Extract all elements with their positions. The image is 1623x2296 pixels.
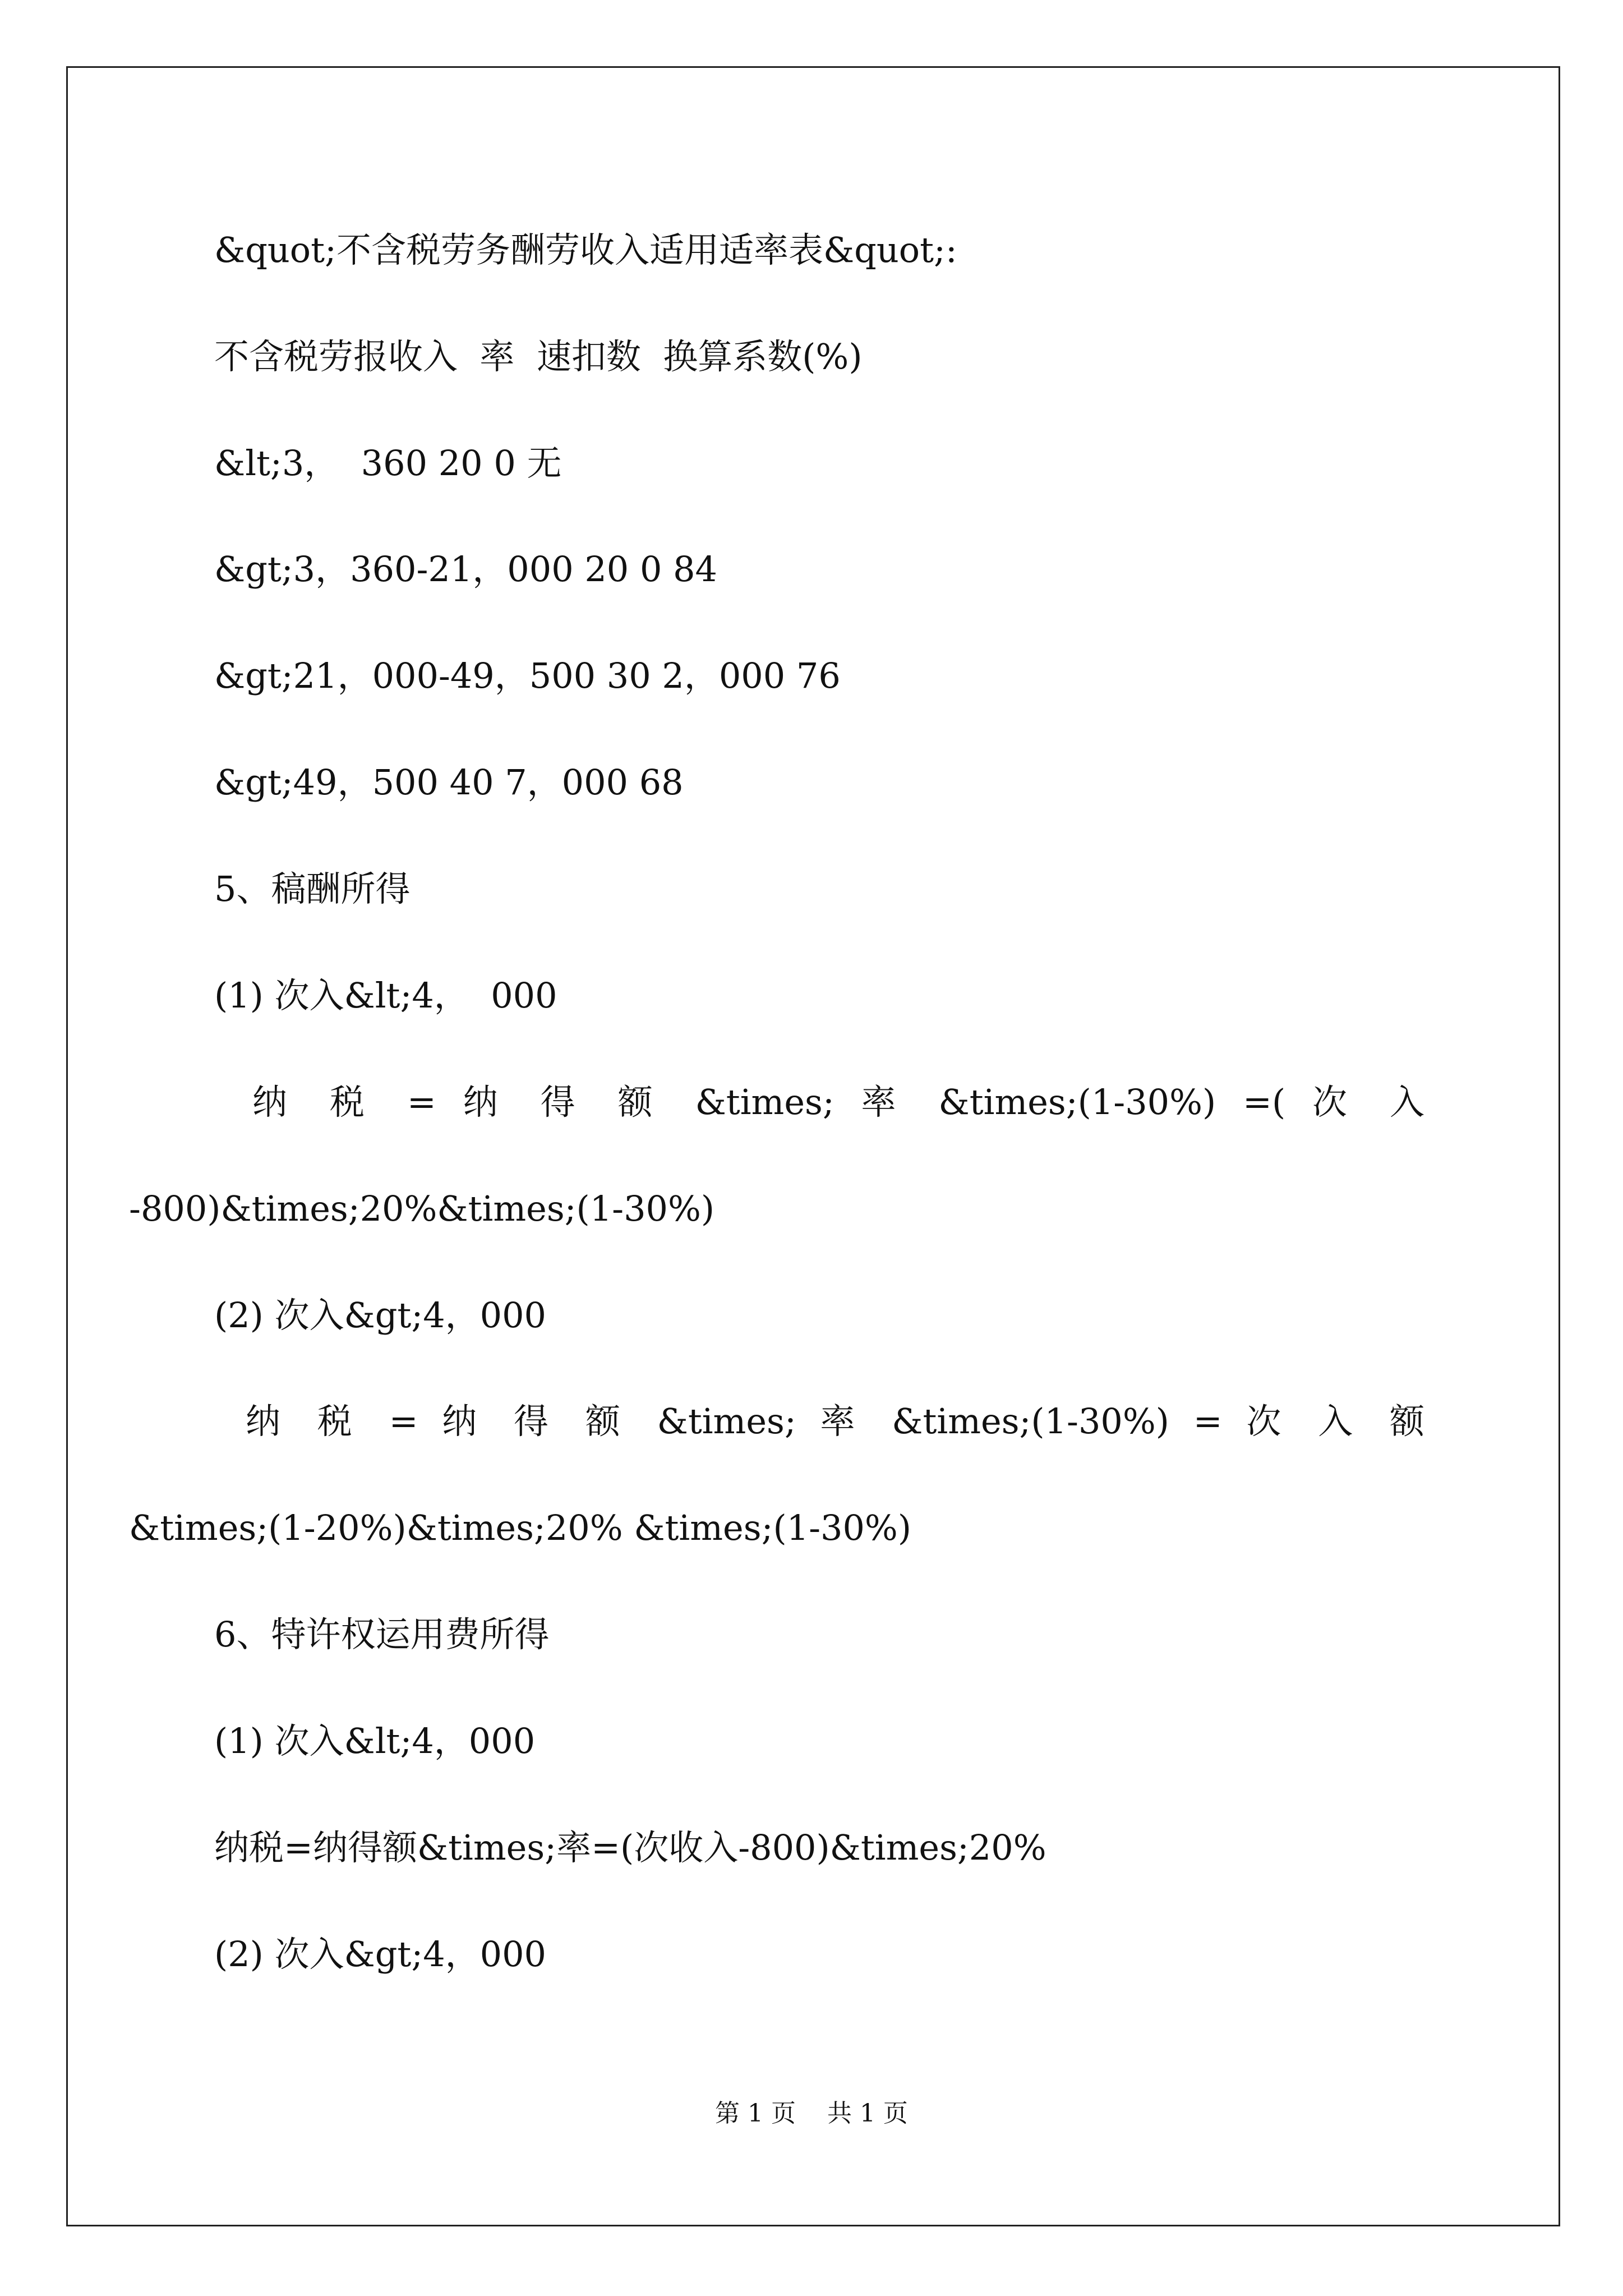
- page-border: [66, 66, 1560, 2226]
- section-heading-5: 5、稿酬所得: [214, 868, 411, 909]
- formula-line-1: 纳 税 = 纳 得 额 &times; 率 &times;(1-30%) =( 次 入: [252, 1082, 1424, 1122]
- table-row-2: &gt;3，360-21，000 20 0 84: [214, 549, 718, 590]
- subsection-1b: (1) 次入&lt;4，000: [214, 1720, 536, 1761]
- table-row-4: &gt;49，500 40 7，000 68: [214, 762, 684, 803]
- formula-line-1-continued: -800)&times;20%&times;(1-30%): [129, 1188, 715, 1229]
- formula-line-2: 纳 税 = 纳 得 额 &times; 率 &times;(1-30%) = 次 入 额: [246, 1401, 1424, 1442]
- page-number-footer: 第 1 页 共 1 页: [715, 2099, 908, 2128]
- subsection-2b: (2) 次入&gt;4，000: [214, 1934, 546, 1975]
- table-title-line: &quot;不含税劳务酬劳收入适用适率表&quot;:: [214, 229, 957, 270]
- subsection-1: (1) 次入&lt;4， 000: [214, 975, 557, 1016]
- table-row-1: &lt;3， 360 20 0 无: [214, 443, 562, 484]
- table-header-line: 不含税劳报收入 率 速扣数 换算系数(%): [214, 336, 863, 377]
- table-row-3: &gt;21，000-49，500 30 2，000 76: [214, 655, 841, 696]
- formula-line-2-continued: &times;(1-20%)&times;20% &times;(1-30%): [129, 1507, 912, 1548]
- subsection-2: (2) 次入&gt;4，000: [214, 1295, 546, 1336]
- section-heading-6: 6、特许权运用费所得: [214, 1614, 550, 1655]
- formula-line-3: 纳税=纳得额&times;率=(次收入-800)&times;20%: [214, 1827, 1046, 1868]
